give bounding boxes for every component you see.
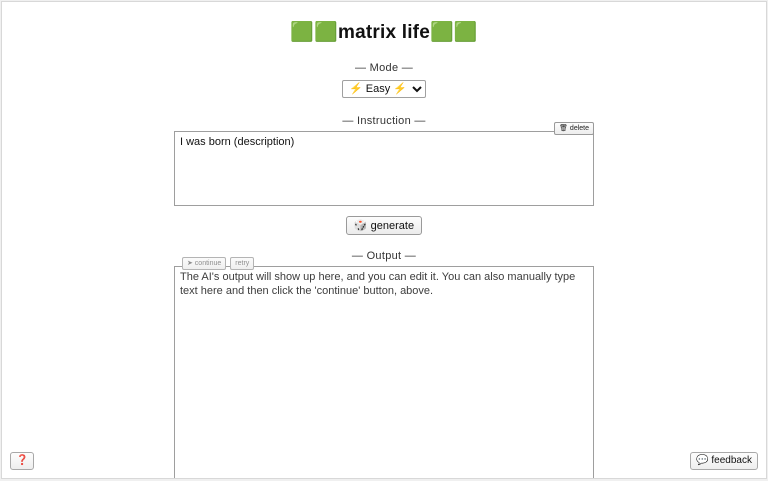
instruction-input[interactable] — [174, 131, 594, 206]
mode-select[interactable] — [342, 80, 426, 98]
output-toolbar — [182, 257, 254, 270]
mode-row — [2, 79, 766, 98]
help-button[interactable]: ❓ — [10, 452, 34, 470]
retry-button[interactable]: retry — [230, 257, 254, 270]
output-textarea[interactable] — [174, 266, 594, 479]
instruction-legend-row — [2, 111, 766, 129]
feedback-button[interactable]: 💬 feedback — [690, 452, 758, 470]
output-panel — [174, 260, 594, 479]
generate-row — [2, 216, 766, 235]
output-legend-row — [2, 246, 766, 264]
app-window — [1, 1, 767, 479]
instruction-legend: — Instruction — — [342, 115, 426, 127]
mode-legend: — Mode — — [354, 62, 414, 74]
mode-legend-row — [2, 58, 766, 76]
instruction-panel — [174, 125, 594, 206]
output-legend: — Output — — [351, 250, 417, 262]
generate-button[interactable]: 🎲 generate — [346, 216, 422, 235]
page-title: 🟩🟩matrix life🟩🟩 — [290, 22, 478, 43]
continue-button[interactable]: ➤ continue — [182, 257, 226, 270]
delete-button[interactable]: 🗑 delete — [554, 122, 594, 135]
